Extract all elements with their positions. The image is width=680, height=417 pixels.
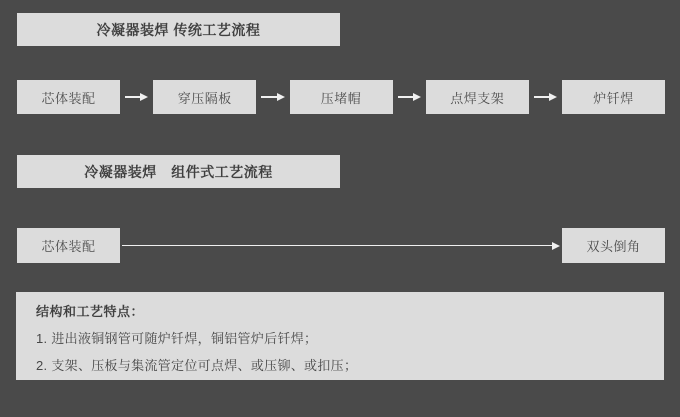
arrow-right-icon: [529, 93, 562, 101]
modular-step-start: 芯体装配: [17, 228, 120, 263]
arrow-head: [413, 93, 421, 101]
notes-panel: [16, 292, 664, 380]
arrow-right-icon: [393, 93, 426, 101]
modular-step-end: 双头倒角: [562, 228, 665, 263]
arrow-line: [125, 96, 140, 98]
modular-flow-title: 冷凝器装焊 组件式工艺流程: [17, 155, 340, 188]
flow-step-1: 芯体装配: [17, 80, 120, 114]
arrow-line: [398, 96, 413, 98]
arrow-head: [552, 242, 560, 250]
arrow-line: [261, 96, 276, 98]
flow-step-3: 压堵帽: [290, 80, 393, 114]
arrow-right-icon: [256, 93, 289, 101]
arrow-line: [534, 96, 549, 98]
arrow-head: [549, 93, 557, 101]
flow-step-5: 炉钎焊: [562, 80, 665, 114]
notes-heading: 结构和工艺特点：: [36, 304, 145, 319]
arrow-right-icon: [120, 93, 153, 101]
traditional-flow-title: 冷凝器装焊 传统工艺流程: [17, 13, 340, 46]
note-item: 1. 进出液铜钢管可随炉钎焊，铜铝管炉后钎焊；: [36, 331, 318, 346]
arrow-head: [140, 93, 148, 101]
note-item: 2. 支架、压板与集流管定位可点焊、或压铆、或扣压；: [36, 358, 358, 373]
arrow-head: [277, 93, 285, 101]
traditional-flow-row: [17, 80, 665, 114]
flow-step-2: 穿压隔板: [153, 80, 256, 114]
arrow-line: [122, 245, 552, 247]
modular-flow-row: [17, 228, 665, 263]
flow-step-4: 点焊支架: [426, 80, 529, 114]
long-arrow-right-icon: [120, 242, 562, 250]
